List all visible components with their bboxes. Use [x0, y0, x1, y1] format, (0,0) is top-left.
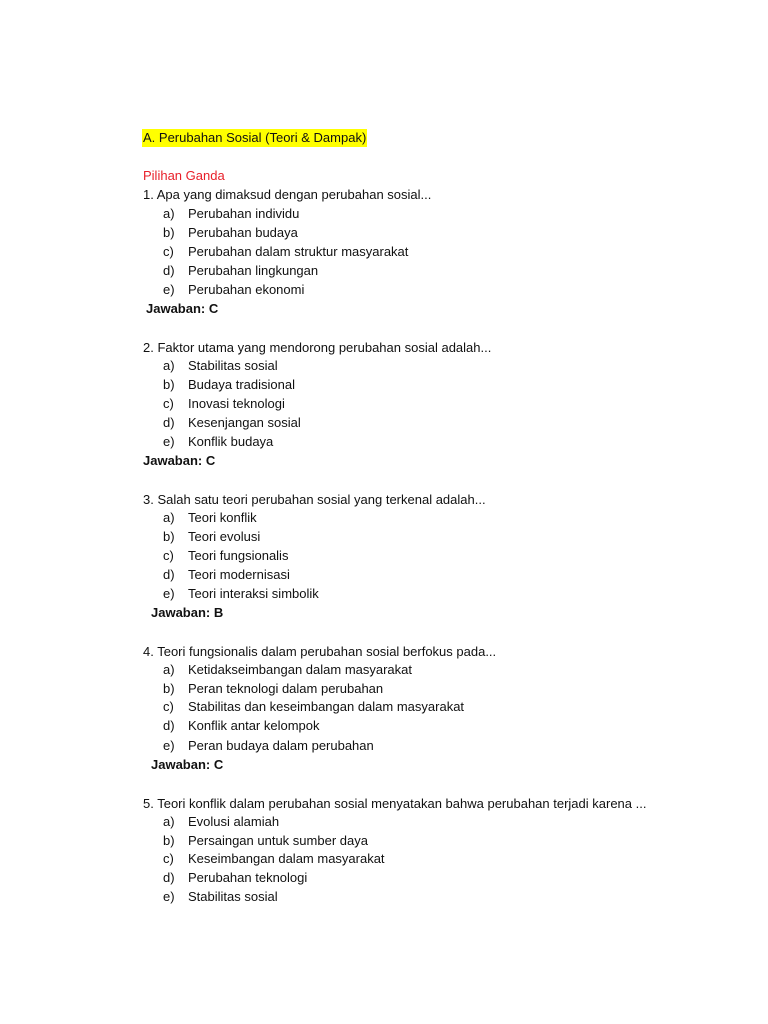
section-subtitle: Pilihan Ganda: [143, 168, 225, 183]
option-label: b): [163, 529, 175, 544]
option-label: c): [163, 699, 174, 714]
option-label: b): [163, 377, 175, 392]
option-text: Perubahan lingkungan: [188, 263, 319, 278]
question-text: 2. Faktor utama yang mendorong perubahan sosial adalah...: [143, 340, 492, 355]
option-text: Inovasi teknologi: [188, 396, 285, 411]
answer-key: Jawaban: C: [146, 301, 219, 316]
option-label: e): [163, 282, 175, 297]
option-label: d): [163, 718, 175, 733]
option-label: a): [163, 206, 175, 221]
option-text: Konflik antar kelompok: [188, 718, 320, 733]
option-label: e): [163, 434, 175, 449]
section-title: A. Perubahan Sosial (Teori & Dampak): [143, 130, 367, 145]
option-text: Peran budaya dalam perubahan: [188, 738, 374, 753]
option-text: Teori fungsionalis: [188, 548, 289, 563]
option-text: Perubahan individu: [188, 206, 300, 221]
option-text: Perubahan ekonomi: [188, 282, 305, 297]
option-label: c): [163, 396, 174, 411]
option-text: Evolusi alamiah: [188, 814, 280, 829]
option-label: d): [163, 567, 175, 582]
option-text: Teori evolusi: [188, 529, 261, 544]
option-text: Perubahan budaya: [188, 225, 298, 240]
option-label: e): [163, 889, 175, 904]
question-text: 4. Teori fungsionalis dalam perubahan sosial berfokus pada...: [143, 644, 497, 659]
option-label: a): [163, 814, 175, 829]
option-text: Keseimbangan dalam masyarakat: [188, 851, 385, 866]
option-label: d): [163, 870, 175, 885]
option-label: d): [163, 415, 175, 430]
option-text: Budaya tradisional: [188, 377, 295, 392]
option-label: c): [163, 851, 174, 866]
option-text: Konflik budaya: [188, 434, 274, 449]
option-label: c): [163, 244, 174, 259]
question-text: 1. Apa yang dimaksud dengan perubahan sosial...: [143, 187, 432, 202]
option-label: e): [163, 738, 175, 753]
option-text: Stabilitas sosial: [188, 358, 278, 373]
option-label: b): [163, 681, 175, 696]
option-text: Perubahan dalam struktur masyarakat: [188, 244, 409, 259]
option-label: b): [163, 225, 175, 240]
option-text: Stabilitas dan keseimbangan dalam masyarakat: [188, 699, 465, 714]
question-text: 5. Teori konflik dalam perubahan sosial menyatakan bahwa perubahan terjadi karena ...: [143, 796, 647, 811]
option-text: Teori modernisasi: [188, 567, 290, 582]
option-label: e): [163, 586, 175, 601]
answer-key: Jawaban: C: [151, 757, 224, 772]
option-label: a): [163, 662, 175, 677]
option-text: Ketidakseimbangan dalam masyarakat: [188, 662, 413, 677]
option-text: Perubahan teknologi: [188, 870, 308, 885]
option-text: Stabilitas sosial: [188, 889, 278, 904]
answer-key: Jawaban: C: [143, 453, 216, 468]
option-text: Persaingan untuk sumber daya: [188, 833, 368, 848]
option-label: d): [163, 263, 175, 278]
option-text: Teori konflik: [188, 510, 257, 525]
option-text: Kesenjangan sosial: [188, 415, 301, 430]
question-text: 3. Salah satu teori perubahan sosial yang terkenal adalah...: [143, 492, 486, 507]
option-label: a): [163, 510, 175, 525]
option-label: b): [163, 833, 175, 848]
answer-key: Jawaban: B: [151, 605, 224, 620]
option-text: Teori interaksi simbolik: [188, 586, 319, 601]
option-label: a): [163, 358, 175, 373]
option-label: c): [163, 548, 174, 563]
option-text: Peran teknologi dalam perubahan: [188, 681, 384, 696]
